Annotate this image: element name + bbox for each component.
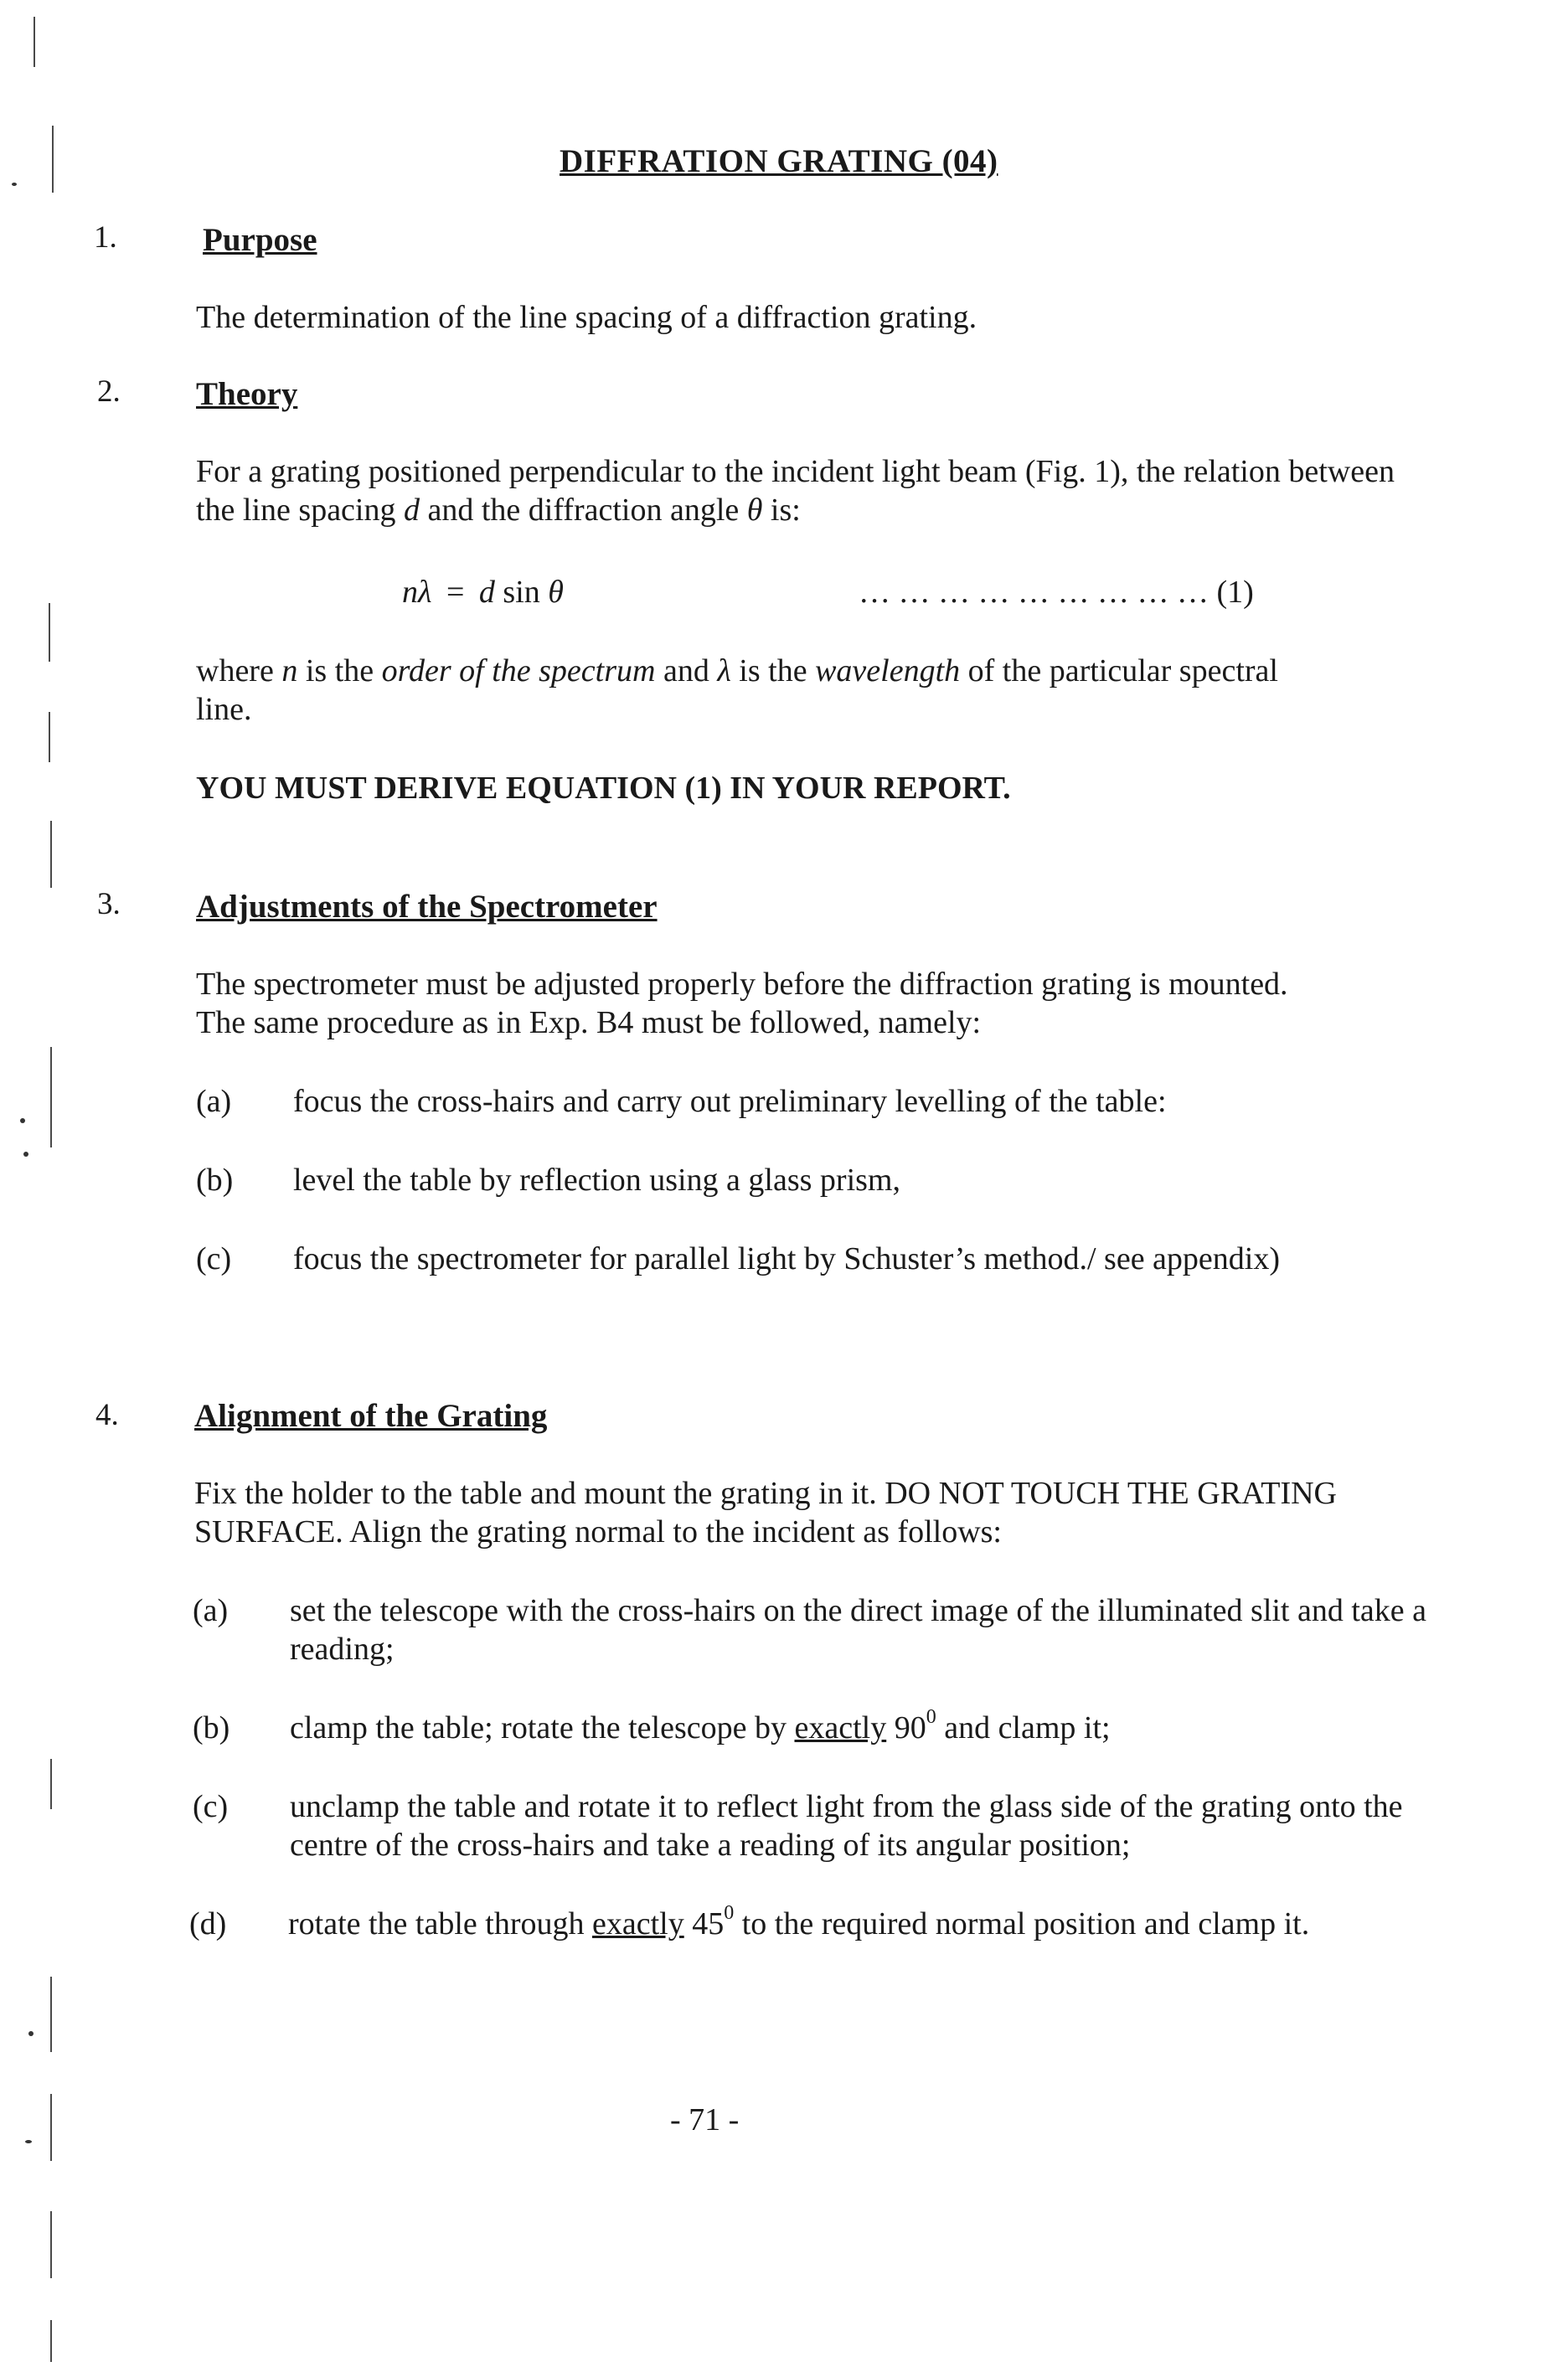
alignment-intro-line: Fix the holder to the table and mount the grating in it. DO NOT TOUCH THE GRATING <box>194 1476 1337 1511</box>
section-number: 4. <box>95 1398 119 1432</box>
scan-edge-mark <box>50 2211 52 2278</box>
text-run: of the particular spectral <box>960 653 1278 688</box>
adjustments-intro-line: The same procedure as in Exp. B4 must be followed, namely: <box>196 1005 982 1040</box>
list-item-label: (d) <box>189 1906 227 1941</box>
term-order-of-spectrum: order of the spectrum <box>381 653 656 688</box>
list-item-label: (c) <box>193 1789 229 1824</box>
scan-edge-mark <box>34 17 35 67</box>
text-run: is the <box>297 653 382 688</box>
section-number: 3. <box>97 887 121 921</box>
section-heading-purpose: Purpose <box>203 222 317 258</box>
scan-edge-mark <box>49 712 50 762</box>
text-run: is the <box>730 653 816 688</box>
scan-edge-mark <box>50 2320 52 2362</box>
emphasis-exactly: exactly <box>592 1906 684 1941</box>
equation-d: d <box>478 575 495 610</box>
section-heading-adjustments: Adjustments of the Spectrometer <box>196 889 658 925</box>
list-item-label: (a) <box>196 1084 232 1119</box>
text-run: to the required normal position and clamp it. <box>734 1906 1310 1941</box>
emphasis-exactly: exactly <box>794 1710 887 1745</box>
scan-edge-mark <box>50 821 52 888</box>
symbol-lambda: λ <box>717 653 731 688</box>
scan-speck <box>12 183 17 186</box>
text-run: and clamp it; <box>936 1710 1111 1745</box>
term-wavelength: wavelength <box>815 653 961 688</box>
equation-lhs: nλ <box>402 575 432 610</box>
section-number: 1. <box>94 220 117 255</box>
scan-edge-mark <box>52 126 54 193</box>
scan-edge-mark <box>50 2094 52 2161</box>
degree-superscript: 0 <box>926 1706 936 1729</box>
scan-edge-mark <box>50 1759 52 1809</box>
list-item-label: (b) <box>193 1710 230 1745</box>
section-number: 2. <box>97 374 121 409</box>
degree-superscript: 0 <box>724 1902 735 1925</box>
list-item-text: set the telescope with the cross-hairs on the direct image of the illuminated slit and take a <box>290 1593 1427 1628</box>
symbol-d: d <box>403 492 420 528</box>
theory-paragraph-line <box>196 652 1278 690</box>
text-run: rotate the table through <box>288 1906 592 1941</box>
list-item-label: (a) <box>193 1593 229 1628</box>
symbol-n: n <box>281 653 298 688</box>
list-item-text: focus the cross-hairs and carry out preliminary levelling of the table: <box>293 1084 1167 1119</box>
scan-edge-mark <box>49 603 50 662</box>
equation-equals: = <box>446 575 465 610</box>
list-item-text: centre of the cross-hairs and take a reading of its angular position; <box>290 1828 1131 1863</box>
section-heading-alignment: Alignment of the Grating <box>194 1398 548 1434</box>
scan-speck <box>20 1118 25 1123</box>
text-run: is: <box>762 492 801 528</box>
equation-theta: θ <box>548 575 564 610</box>
alignment-intro-line: SURFACE. Align the grating normal to the incident as follows: <box>194 1514 1002 1550</box>
list-item-label: (c) <box>196 1241 232 1276</box>
equation-sin: sin <box>494 575 549 610</box>
text-run: where <box>196 653 282 688</box>
list-item-text <box>290 1706 1111 1747</box>
list-item-text: unclamp the table and rotate it to reflect light from the glass side of the grating onto the <box>290 1789 1403 1824</box>
page-number: - 71 - <box>670 2102 740 2137</box>
list-item-text: focus the spectrometer for parallel light by Schuster’s method./ see appendix) <box>293 1241 1280 1276</box>
scan-edge-mark <box>50 1047 52 1147</box>
text-run: the line spacing <box>196 492 404 528</box>
text-run: clamp the table; rotate the telescope by <box>290 1710 795 1745</box>
list-item-text: level the table by reflection using a glass prism, <box>293 1163 900 1198</box>
scan-speck <box>28 2031 34 2036</box>
derive-notice: YOU MUST DERIVE EQUATION (1) IN YOUR REPORT. <box>196 771 1011 806</box>
text-run: and the diffraction angle <box>419 492 747 528</box>
scan-edge-mark <box>50 1977 52 2052</box>
text-run: and <box>655 653 718 688</box>
theory-paragraph-line: line. <box>196 692 252 727</box>
equation-1 <box>402 573 564 611</box>
symbol-theta: θ <box>746 492 763 528</box>
text-run: 90 <box>886 1710 926 1745</box>
list-item-text <box>288 1902 1310 1943</box>
section-heading-theory: Theory <box>196 376 298 412</box>
equation-number-leader: … … … … … … … … … (1) <box>859 575 1254 610</box>
theory-paragraph-line: For a grating positioned perpendicular to the incident light beam (Fig. 1), the relation between <box>196 454 1395 489</box>
theory-paragraph-line <box>196 491 801 529</box>
adjustments-intro-line: The spectrometer must be adjusted properly before the diffraction grating is mounted. <box>196 967 1288 1002</box>
list-item-label: (b) <box>196 1163 234 1198</box>
list-item-text: reading; <box>290 1632 395 1667</box>
scan-speck <box>23 1152 28 1157</box>
text-run: 45 <box>683 1906 725 1941</box>
scan-speck <box>25 2140 32 2143</box>
page-title: DIFFRATION GRATING (04) <box>560 143 998 179</box>
purpose-text: The determination of the line spacing of a diffraction grating. <box>196 300 977 335</box>
